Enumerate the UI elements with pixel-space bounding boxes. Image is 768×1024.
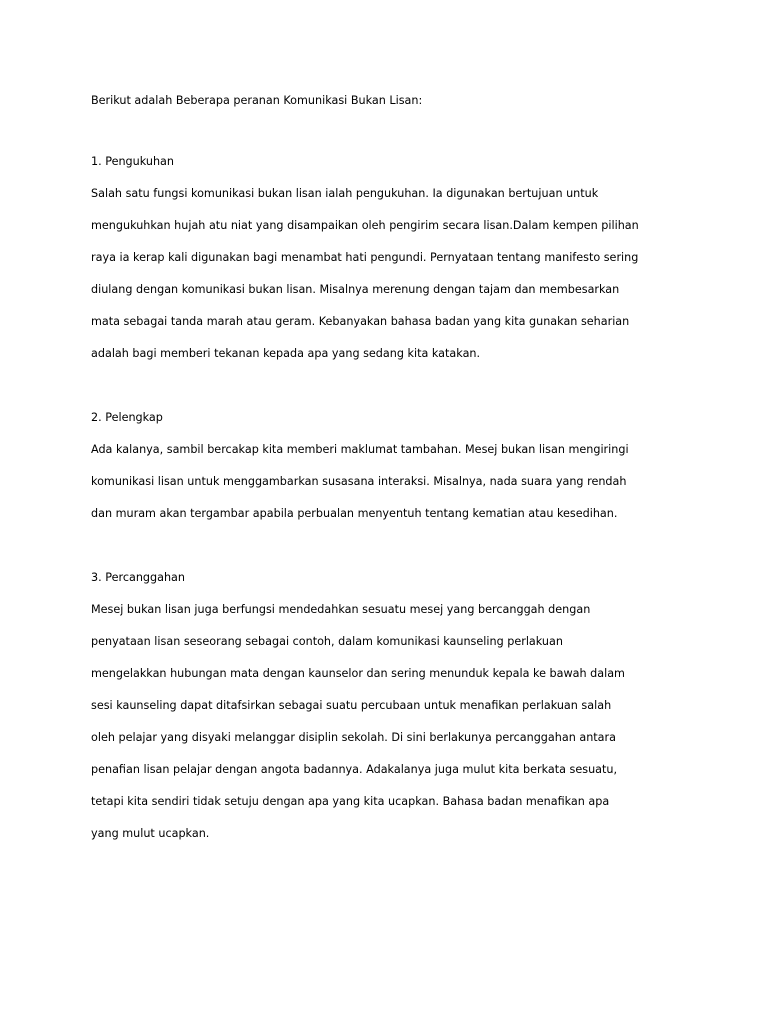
paragraph-line: Mesej bukan lisan juga berfungsi mendedahkan sesuatu mesej yang bercanggah dengan [91,603,591,616]
paragraph-line: penyataan lisan seseorang sebagai contoh, dalam komunikasi kaunseling perlakuan [91,635,563,648]
paragraph-line: mengelakkan hubungan mata dengan kaunselor dan sering menunduk kepala ke bawah dalam [91,667,625,680]
section-heading-percanggahan: 3. Percanggahan [91,571,186,584]
section-heading-pelengkap: 2. Pelengkap [91,411,163,424]
paragraph-line: Salah satu fungsi komunikasi bukan lisan ialah pengukuhan. Ia digunakan bertujuan untuk [91,187,599,200]
paragraph-line: diulang dengan komunikasi bukan lisan. Misalnya merenung dengan tajam dan membesarkan [91,283,620,296]
paragraph-line: penafian lisan pelajar dengan angota badannya. Adakalanya juga mulut kita berkata sesuatu, [91,763,618,776]
paragraph-line: mata sebagai tanda marah atau geram. Kebanyakan bahasa badan yang kita gunakan seharian [91,315,630,328]
paragraph-line: yang mulut ucapkan. [91,827,210,840]
paragraph-line: tetapi kita sendiri tidak setuju dengan apa yang kita ucapkan. Bahasa badan menafikan apa [91,795,610,808]
paragraph-line: dan muram akan tergambar apabila perbualan menyentuh tentang kematian atau kesedihan. [91,507,618,520]
paragraph-line: sesi kaunseling dapat ditafsirkan sebagai suatu percubaan untuk menafikan perlakuan salah [91,699,612,712]
paragraph-line: raya ia kerap kali digunakan bagi menambat hati pengundi. Pernyataan tentang manifesto sering [91,251,639,264]
paragraph-line: komunikasi lisan untuk menggambarkan susasana interaksi. Misalnya, nada suara yang rendah [91,475,627,488]
section-heading-pengukuhan: 1. Pengukuhan [91,155,175,168]
paragraph-line: mengukuhkan hujah atu niat yang disampaikan oleh pengirim secara lisan.Dalam kempen pilihan [91,219,639,232]
paragraph-line: Ada kalanya, sambil bercakap kita memberi maklumat tambahan. Mesej bukan lisan mengiringi [91,443,629,456]
intro-text: Berikut adalah Beberapa peranan Komunikasi Bukan Lisan: [91,94,423,107]
paragraph-line: adalah bagi memberi tekanan kepada apa yang sedang kita katakan. [91,347,481,360]
paragraph-line: oleh pelajar yang disyaki melanggar disiplin sekolah. Di sini berlakunya percanggahan antara [91,731,616,744]
